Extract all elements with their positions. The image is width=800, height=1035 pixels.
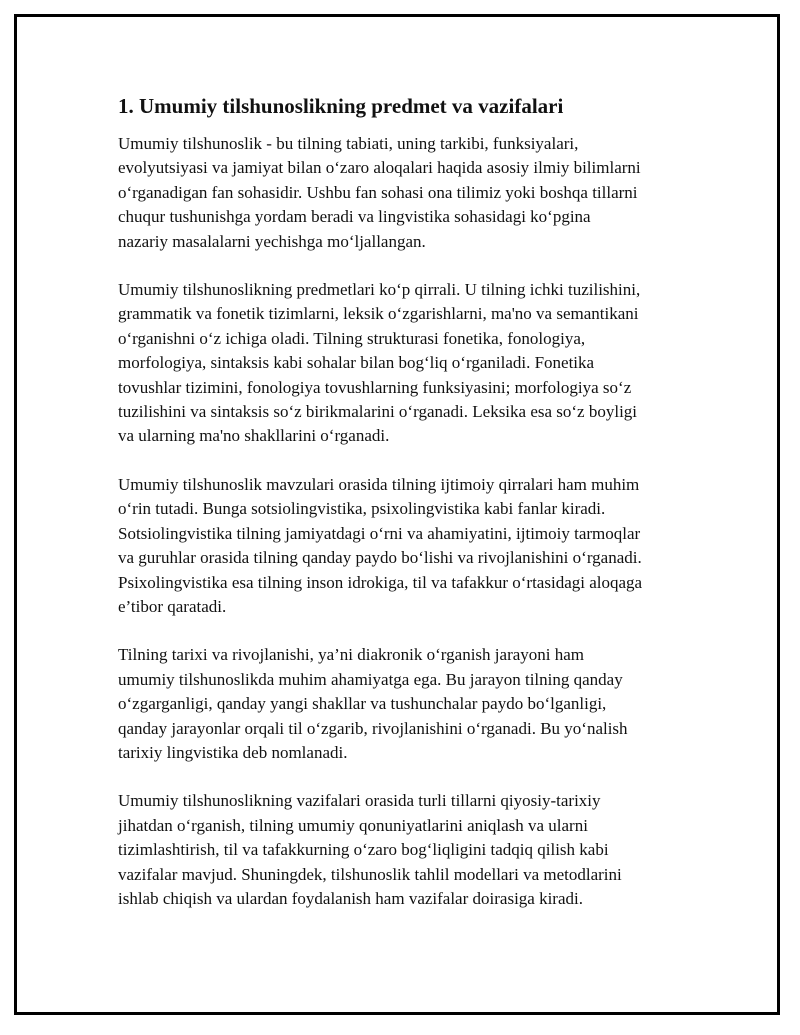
text-line: e’tibor qaratadi.	[118, 596, 227, 616]
text-line: va guruhlar orasida tilning qanday paydo bo‘lishi va rivojlanishini o‘rganadi.	[118, 548, 642, 568]
text-line: morfologiya, sintaksis kabi sohalar bilan bog‘liq o‘rganiladi. Fonetika	[118, 353, 595, 373]
text-line: Umumiy tilshunoslik mavzulari orasida tilning ijtimoiy qirralari ham muhim	[118, 474, 640, 494]
text-line: nazariy masalalarni yechishga mo‘ljallangan.	[118, 231, 426, 251]
text-line: Tilning tarixi va rivojlanishi, ya’ni diakronik o‘rganish jarayoni ham	[118, 645, 585, 665]
text-line: grammatik va fonetik tizimlarni, leksik o‘zgarishlarni, ma'no va semantikani	[118, 304, 639, 324]
text-line: o‘zgarganligi, qanday yangi shakllar va tushunchalar paydo bo‘lganligi,	[118, 694, 607, 714]
text-line: vazifalar mavjud. Shuningdek, tilshunoslik tahlil modellari va metodlarini	[118, 864, 622, 884]
page-title: 1. Umumiy tilshunoslikning predmet va vazifalari	[118, 94, 564, 118]
paragraph-tasks	[118, 789, 698, 911]
paragraph-social-aspects	[118, 473, 698, 619]
text-line: chuqur tushunishga yordam beradi va lingvistika sohasidagi ko‘pgina	[118, 207, 591, 227]
text-line: Umumiy tilshunoslikning vazifalari orasida turli tillarni qiyosiy-tarixiy	[118, 791, 601, 811]
text-line: ishlab chiqish va ulardan foydalanish ham vazifalar doirasiga kiradi.	[118, 888, 583, 908]
text-line: Umumiy tilshunoslik - bu tilning tabiati, uning tarkibi, funksiyalari,	[118, 134, 579, 153]
text-line: o‘rganishni o‘z ichiga oladi. Tilning strukturasi fonetika, fonologiya,	[118, 328, 586, 348]
text-line: Psixolingvistika esa tilning inson idrokiga, til va tafakkur o‘rtasidagi aloqaga	[118, 572, 643, 592]
paragraph-history	[118, 643, 698, 765]
text-line: tizimlashtirish, til va tafakkurning o‘zaro bog‘liqligini tadqiq qilish kabi	[118, 840, 609, 860]
text-line: qanday jarayonlar orqali til o‘zgarib, rivojlanishini o‘rganadi. Bu yo‘nalish	[118, 718, 628, 738]
text-line: umumiy tilshunoslikda muhim ahamiyatga ega. Bu jarayon tilning qanday	[118, 669, 623, 689]
text-line: evolyutsiyasi va jamiyat bilan o‘zaro aloqalari haqida asosiy ilmiy bilimlarni	[118, 158, 641, 178]
text-line: Sotsiolingvistika tilning jamiyatdagi o‘rni va ahamiyatini, ijtimoiy tarmoqlar	[118, 523, 641, 543]
text-line: o‘rganadigan fan sohasidir. Ushbu fan sohasi ona tilimiz yoki boshqa tillarni	[118, 182, 638, 202]
text-line: va ularning ma'no shakllarini o‘rganadi.	[118, 426, 390, 446]
text-line: tuzilishini va sintaksis so‘z birikmalarini o‘rganadi. Leksika esa so‘z boyligi	[118, 402, 638, 422]
paragraph-definition	[118, 132, 698, 254]
text-line: tovushlar tizimini, fonologiya tovushlarning funksiyasini; morfologiya so‘z	[118, 377, 632, 397]
paragraph-subjects	[118, 278, 698, 449]
document-body	[118, 92, 698, 935]
text-line: jihatdan o‘rganish, tilning umumiy qonuniyatlarini aniqlash va ularni	[118, 815, 588, 835]
text-line: tarixiy lingvistika deb nomlanadi.	[118, 742, 348, 762]
text-line: Umumiy tilshunoslikning predmetlari ko‘p qirrali. U tilning ichki tuzilishini,	[118, 280, 641, 300]
text-line: o‘rin tutadi. Bunga sotsiolingvistika, psixolingvistika kabi fanlar kiradi.	[118, 499, 606, 519]
